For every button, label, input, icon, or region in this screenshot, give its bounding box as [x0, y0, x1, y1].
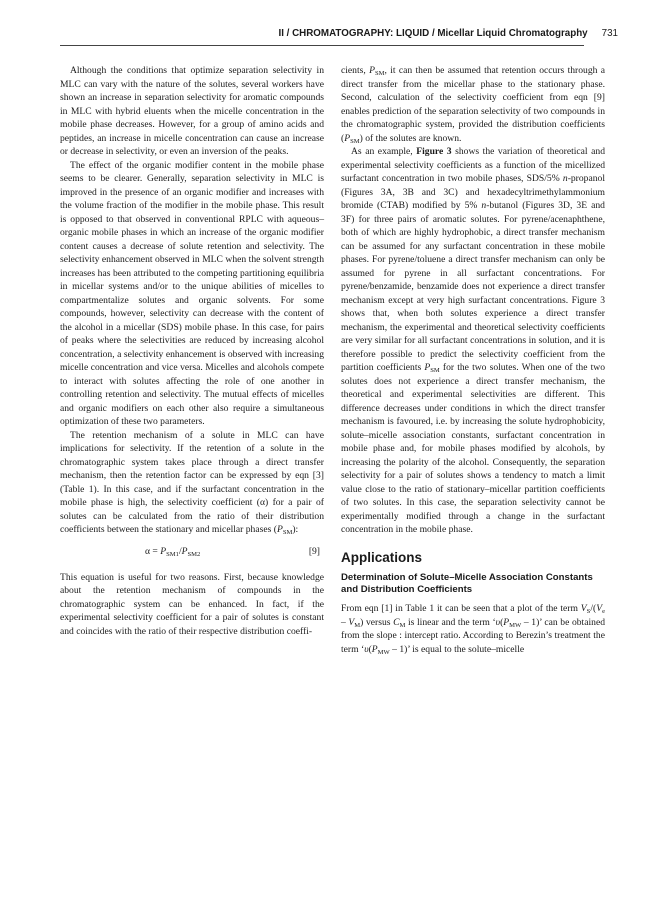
figure-3-reference[interactable]: Figure 3: [416, 146, 452, 157]
paragraph-6: As an example, Figure 3 shows the variation of theoretical and experimental selectivity coefficients as a function of the micellized surfactant concentration in two mobile phases, SDS/5% n-propanol (Figures 3A, 3B and 3C) and hexadecyltrimethylammonium bromide (CTAB) modified by 5% n-butanol (Figures 3D, 3E and 3F) for three pairs of aromatic solutes. For pyrene/acenaphthene, both of which are highly hydrophobic, a direct transfer mechanism can be assumed for any surfactant concentration in these mobile phases. For pyrene/toluene a direct transfer mechanism can only be assumed for pyrene in all surfactant concentrations. For pyrene/benzamide, benzamide does not experience a direct transfer mechanism except at very high surfactant concentrations. Figure 3 shows that, when both solutes experience a direct transfer mechanism, the experimental and theoretical selectivity coefficients are very similar for all surfactant concentrations in solution, and it is therefore possible to predict the selectivity coefficient from the partition coefficients $P_{SM}$ for the two solutes. When one of the two solutes does not experience a direct transfer mechanism, the theoretical and experimental selectivities are different. This difference decreases under conditions in which the direct transfer mechanism is favoured, i.e. by increasing the solute hydrophobicity, solute–micelle association constants, surfactant concentration in mobile phase and, for mobile phases modified by alcohols, by increasing the polarity of the alcohol. Consequently, the separation selectivity for a pair of solutes shows a tendency to match a limit value close to the ratio of stationary–micellar partition coefficients of two solutes. In this case, the separation selectivity cannot be experimentally modified through a change in the surfactant concentration in the mobile phase.: [341, 146, 606, 535]
paragraph-7: From eqn [1] in Table 1 it can be seen that a plot of the term $V_S/(V_e - V_M)$ versus $C_M$ is linear and the term ‘$\upsilon(P_{MW} - 1)$’ can be obtained from the slope : intercept ratio. According to Berezin’s treatment the term ‘$\upsilon(P_{MW} - 1)$’ is equal to the solute–micelle: [341, 603, 605, 656]
running-title: II / CHROMATOGRAPHY: LIQUID / Micellar Liquid Chromatography: [278, 28, 588, 39]
paragraph-3: The retention mechanism of a solute in MLC can have implications for selectivity. If the retention of a solute in the chromatographic system takes place through a direct transfer mechanism, then the retention factor can be expressed by eqn [3] (Table 1). In this case, and if the surfactant concentration in the mobile phase is high, the selectivity coefficient (α) for a pair of solutes can be calculated from the ratio of their distribution coefficients between the stationary and micellar phases $(P_{SM})$:: [60, 429, 324, 536]
paragraph-2: The effect of the organic modifier content in the mobile phase seems to be clearer. Generally, separation selectivity in MLC is improved in the presence of an organic modifier and increases with the volume fraction of the modifier in the mobile phase. This result is opposed to that observed in conventional RPLC with aqueous–organic mobile phases in which an increase of the organic modifier content causes a decrease of solute retention and selectivity. The selectivity enhancement observed in MLC when the solvent strength increases has been attributed to the competing partitioning equilibria in micellar systems and/or to the unique abilities of micelles to compartmentalize solutes and organic solvents. For some compounds, however, selectivity can decrease with the content of the alcohol in a micellar (SDS) mobile phase. In this case, for pairs of peaks where the selectivities are reduced by increasing alcohol concentration, a selectivity enhancement is observed with increasing micelle concentration and vice versa. Micelles and alcohols compete to interact with solutes affecting the role of one another in controlling retention and selectivity. The mutual effects of micelles and organic modifiers on each other also require a simultaneous optimization of these two parameters.: [60, 159, 324, 427]
right-column: [341, 64, 605, 656]
running-header: [0, 28, 618, 39]
left-column: [60, 64, 324, 638]
paragraph-4: This equation is useful for two reasons. First, because knowledge about the retention mechanism of compounds in the chromatographic system can be enhanced. In fact, if the experimental selectivity coefficient for a pair of solutes is constant and coincides with the ratio of their respective distribution coeffi-: [60, 571, 324, 637]
equation-number: [9]: [308, 545, 320, 557]
paragraph-5: cients, $P_{SM}$, it can then be assumed that retention occurs through a direct transfer from the micellar phase to the stationary phase. Second, calculation of the selectivity coefficient from eqn [9] enables prediction of the separation selectivity of two compounds in the chromatographic system, provided the distribution coefficients $(P_{SM})$ of the solutes are known.: [341, 65, 605, 145]
page-number: 731: [601, 28, 618, 39]
section-title: Applications: [341, 549, 423, 565]
equation-9: [60, 545, 324, 561]
equation-expression: $\alpha = P_{SM1}/P_{SM2}$: [145, 545, 201, 558]
paragraph-1: Although the conditions that optimize separation selectivity in MLC can vary with the nature of the solutes, several workers have shown an increase in separation selectivity for aromatic compounds in MLC with hybrid eluents when the micelle concentration in the mobile phase decreases. However, for a group of amino acids and peptides, an increase in micelle concentration can cause an increase or decrease in selectivity, or even an inversion of the peaks.: [60, 65, 324, 157]
subsection-title: Determination of Solute–Micelle Association Constants and Distribution Coefficients: [341, 572, 593, 595]
header-rule: [60, 45, 584, 46]
